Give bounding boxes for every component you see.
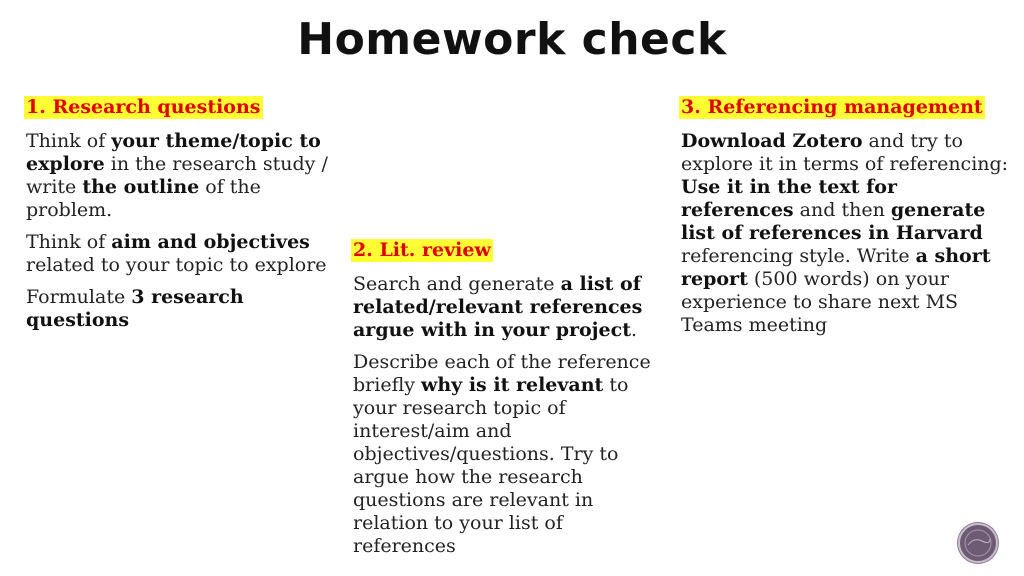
page-title: Homework check [297,14,727,65]
theme-paragraph: Think of your theme/topic to explore in the research study / write the outline of the problem. [26,130,328,221]
search-paragraph: Search and generate a list of related/relevant references argue with in your project. [353,273,643,341]
formulate-paragraph: Formulate 3 research questions [26,286,244,331]
referencing-heading: 3. Referencing management [681,96,983,118]
lit-review-heading: 2. Lit. review [353,239,491,261]
research-questions-column [26,96,352,341]
zotero-paragraph: Download Zotero and try to explore it in terms of referencing: Use it in the text for references and then generate list of references in Harvard referencing style. Write a short report (500 words) on your experience to share next MS Teams meeting [681,130,1009,336]
referencing-column [681,96,1011,346]
research-questions-heading: 1. Research questions [26,96,261,118]
aim-paragraph: Think of aim and objectives related to your topic to explore [26,231,327,276]
describe-paragraph: Describe each of the reference briefly why is it relevant to your research topic of interest/aim and objectives/questions. Try to argue how the research questions are relevant in relation to your list of references [353,351,651,557]
lit-review-column [353,239,671,567]
circle-logo-icon [958,523,998,563]
